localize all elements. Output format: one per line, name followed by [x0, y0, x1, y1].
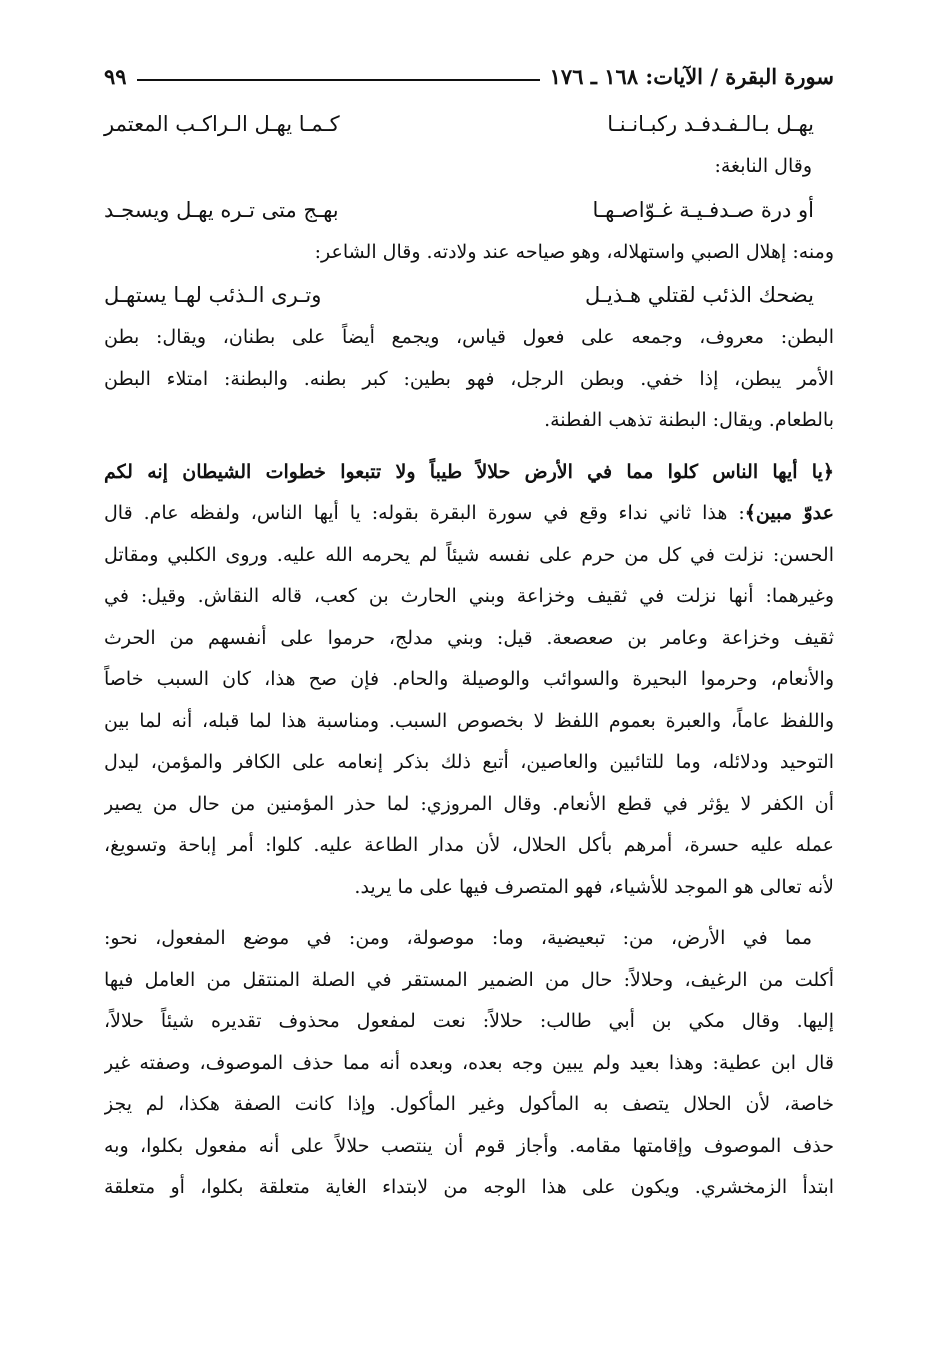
text-line: خاصة، لأن الحلال يتصف به المأكول وغير المأكول. وإذا كانت الصفة هكذا، لم يجز	[104, 1093, 834, 1115]
text-line: قال ابن عطية: وهذا بعيد ولم يبين وجه بعده، وبعده أنه مما حذف الموصوف، وصفته غير	[104, 1051, 834, 1074]
text-line: الحسن: نزلت في كل من حرم على نفسه شيئاً لم يحرمه الله عليه. وروى الكلبي ومقاتل	[104, 543, 834, 566]
page-number: ٩٩	[104, 63, 127, 89]
text-line: وغيرهما: أنها نزلت في ثقيف وخزاعة وبني الحارث بن كعب، قاله النقاش. وقيل: في	[104, 585, 834, 607]
page-header	[104, 58, 834, 94]
text-line: ابتدأ الزمخشري. ويكون على هذا الوجه من لابتداء الغاية متعلقة بكلوا، أو متعلقة	[104, 1176, 834, 1198]
text-line: الأمر يبطن، إذا خفي. وبطن الرجل، فهو بطين: كبر بطنه. والبطنة: امتلاء البطن	[104, 367, 834, 390]
paragraph-grammar	[104, 918, 834, 1209]
header-rule	[137, 79, 540, 81]
text-line: واللفظ عاماً، والعبرة بعموم اللفظ لا بخصوص السبب. ومناسبة هذا لما قبله، أنه لما بين	[104, 709, 834, 732]
intro-nabigha: وقال النابغة:	[714, 155, 812, 177]
quran-verse-heading: ﴿يا أيها الناس كلوا مما في الأرض حلالاً طيباً ولا تتبعوا خطوات الشيطان إنه لكم	[104, 460, 834, 483]
text-line: ثقيف وخزاعة وعامر بن صعصعة. قيل: وبني مدلج، حرموا على أنفسهم من الحرث	[104, 626, 834, 649]
poetry-verse-3	[104, 273, 834, 317]
text-line: بالطعام. ويقال: البطنة تذهب الفطنة.	[544, 409, 834, 431]
text-line: عمله عليه حسرة، أمرهم بأكل الحلال، لأن مدار الطاعة عليه. كلوا: أمر إباحة وتسويغ،	[104, 834, 834, 856]
text-line: إليها. وقال مكي بن أبي طالب: حلالاً: نعت لمفعول محذوف تقديره شيئاً حلالاً،	[104, 1010, 834, 1032]
text-line: والأنعام، وحرموا البحيرة والسوائب والوصيلة والحام. فإن صح هذا، كان السبب خاصاً	[104, 668, 834, 690]
text-line: أكلت من الرغيف، وحلالاً: حال من الضمير المستقر في الصلة المنتقل من العامل فيها	[104, 968, 834, 991]
book-page	[104, 58, 834, 1209]
text-line: البطن: معروف، وجمعه على فعول قياس، ويجمع أيضاً على بطنان، ويقال: بطن	[104, 326, 834, 348]
paragraph-verse-commentary	[104, 452, 834, 909]
text-line: أن الكفر لا يؤثر في قطع الأنعام. وقال المروزي: لما حذر المؤمنين من حال من يصير	[104, 792, 834, 815]
verse-1-second-hemistich: كـمـا يهـل الـراكـب المعتمر	[104, 112, 340, 136]
text-line	[104, 493, 834, 535]
running-title: سورة البقرة / الآيات: ١٦٨ ـ ١٧٦	[549, 63, 834, 89]
text-line: حذف الموصوف وإقامتها مقامه. وأجاز قوم أن ينتصب حلالاً على أنه مفعول بكلوا، وبه	[104, 1134, 834, 1157]
verse-3-second-hemistich: وتـرى الـذئب لهـا يستهـل	[104, 283, 322, 307]
quran-verse-heading-end: عدوّ مبين﴾	[744, 502, 834, 524]
paragraph-batn	[104, 317, 834, 442]
text-line: لأنه تعالى هو الموجد للأشياء، فهو المتصرف فيها على ما يريد.	[354, 875, 834, 898]
poetry-verse-2	[104, 188, 834, 232]
verse-3-first-hemistich: يضحك الذئب لقتلي هـذيـل	[584, 283, 814, 307]
verse-2-first-hemistich: أو درة صـدفـيـة غـوّاصـهـا	[592, 197, 814, 222]
text-line: مما في الأرض، من: تبعيضية، وما: موصولة، ومن: في موضع المفعول، نحو:	[104, 927, 812, 949]
verse-1-first-hemistich: يهـل بـالـفـدفـد ركبـانـنـا	[607, 112, 814, 136]
verse-2-second-hemistich: بهـج متى تـره يهـل ويسجـد	[104, 197, 339, 222]
intro-shaer: ومنه: إهلال الصبي واستهلاله، وهو صياحه عند ولادته. وقال الشاعر:	[314, 240, 834, 263]
commentary-start: : هذا ثاني نداء وقع في سورة البقرة بقوله: يا أيها الناس، ولفظه عام. قال	[104, 502, 745, 524]
poetry-verse-1	[104, 102, 834, 146]
text-line: التوحيد ودلائله، وما للتائبين والعاصين، أتبع ذلك بذكر إنعامه على الكافر والمؤمن، ليدل	[104, 751, 834, 773]
